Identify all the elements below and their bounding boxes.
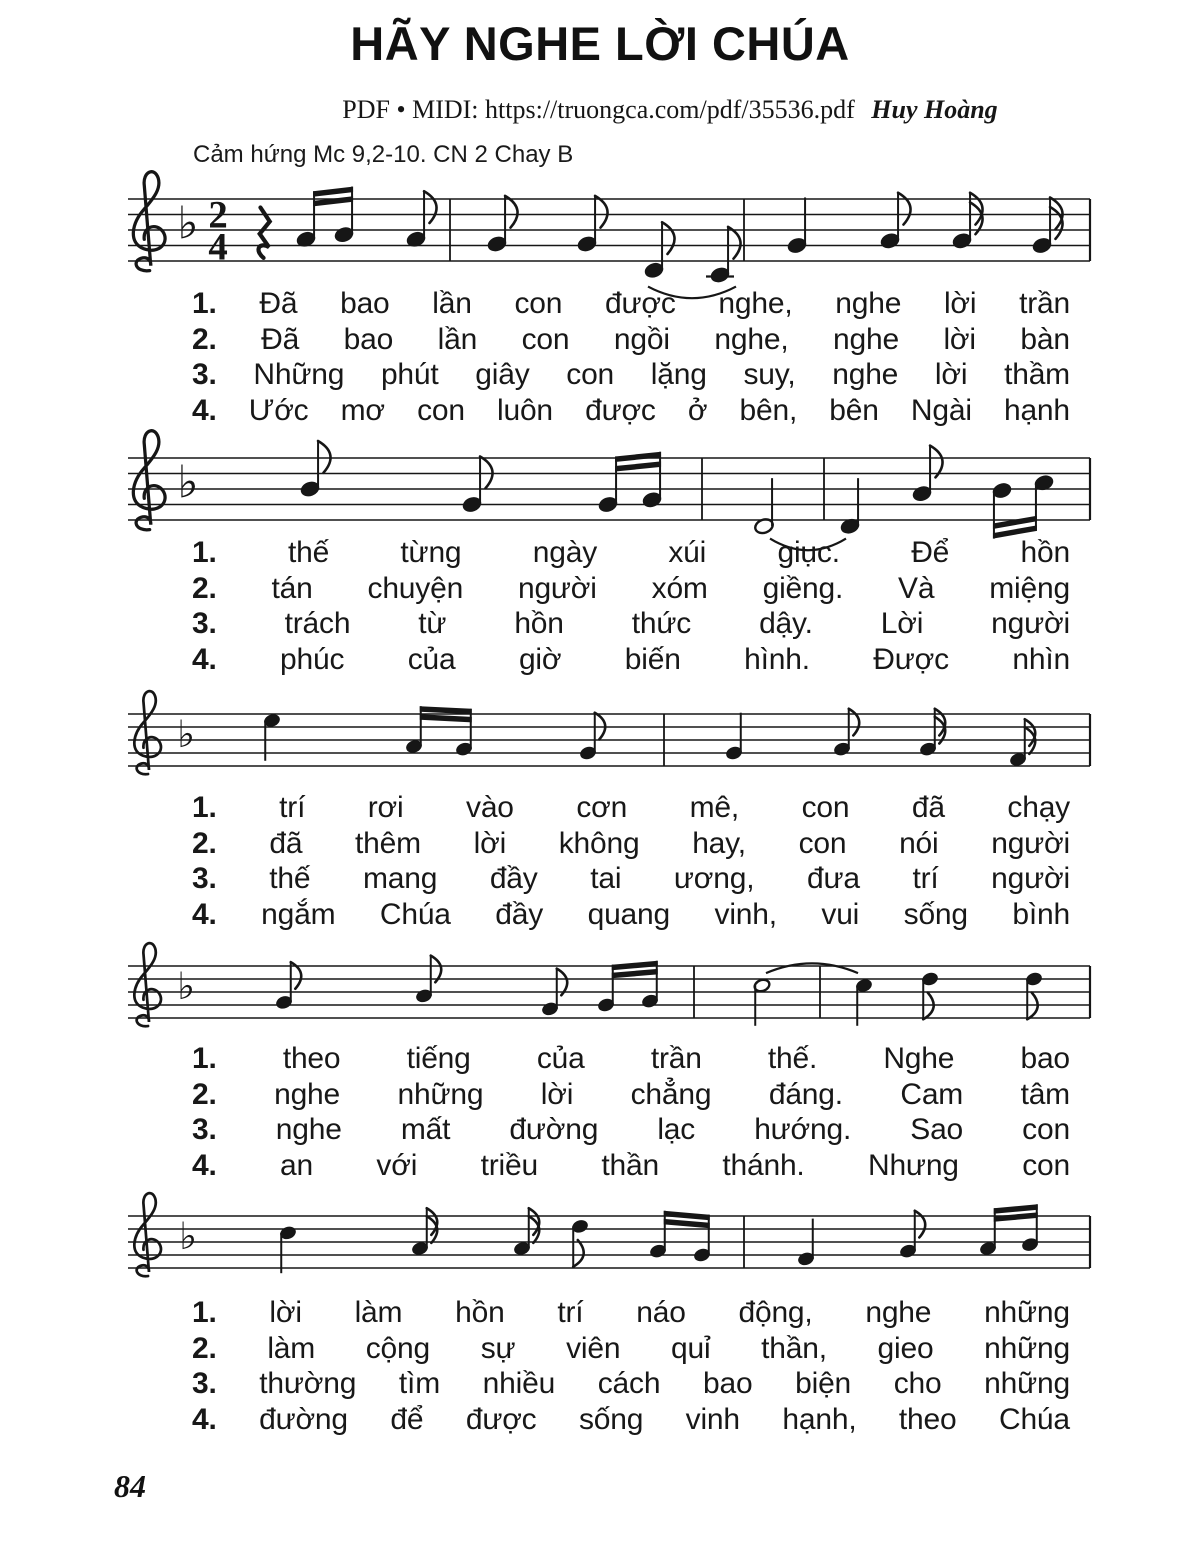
lyric-line [192,1403,1070,1439]
lyric-word: tiếng [406,1042,471,1075]
lyric-word: hướng. [754,1113,852,1146]
lyric-word: gieo [877,1331,934,1365]
lyric-line [192,827,1070,863]
lyric-line [192,536,1070,572]
author-name: Huy Hoàng [871,95,998,124]
lyric-word: thần, [761,1331,827,1365]
lyric-word: được [465,1402,537,1436]
lyric-word: giây [475,358,530,391]
lyric-word: ương, [673,862,755,895]
lyric-word: ở [687,393,708,427]
lyrics-block-1 [192,287,1070,429]
flat-icon: ♭ [177,455,199,509]
lyrics-block-5 [192,1296,1070,1438]
lyric-word: con [1022,1148,1070,1182]
lyric-word: nghe [275,1113,342,1146]
lyric-word: bàn [1020,322,1070,356]
lyric-word: quỉ [671,1331,711,1365]
lyric-word: những [984,1331,1070,1365]
lyric-word: sự [480,1331,516,1365]
lyric-word: miệng [989,571,1070,605]
lyric-word: bao [340,287,390,320]
verse-number: 4. [192,897,217,931]
lyric-word: phúc [280,642,345,676]
lyric-word: triều [480,1148,538,1182]
lyric-word: nghe [865,1296,932,1329]
lyric-word: được [605,287,676,320]
lyric-word: từng [400,536,462,569]
lyric-word: trần [650,1042,702,1075]
lyric-word: đáng. [768,1077,843,1111]
lyric-line [192,323,1070,359]
lyric-word: mê, [689,791,740,824]
verse-number: 1. [192,536,217,569]
lyric-word: luôn [497,393,553,427]
lyric-word: lời [943,322,976,356]
verse-number: 4. [192,1148,217,1182]
lyric-word: những [397,1077,484,1111]
verse-number: 2. [192,826,217,860]
lyric-word: rơi [367,791,404,824]
link-prefix: PDF • MIDI: [342,95,479,124]
lyric-word: sống [903,897,968,931]
verse-number: 1. [192,791,217,824]
lyric-word: lần [432,287,472,320]
lyric-word: bao [702,1367,753,1400]
lyric-word: lời [540,1077,574,1111]
lyric-word: thức [631,607,692,640]
staff-3 [128,691,1090,774]
lyric-word: giềng. [762,571,844,605]
lyric-word: Sao [910,1113,964,1146]
lyric-word: đã [911,791,945,824]
lyric-word: của [536,1042,585,1075]
lyric-word: biện [795,1367,852,1400]
lyric-word: đã [269,826,303,860]
lyric-word: nghe [832,322,899,356]
lyric-line [192,643,1070,679]
lyric-word: Đã [261,322,300,356]
lyrics-block-2 [192,536,1070,678]
verse-number: 4. [192,1402,217,1436]
lyric-word: những [984,1296,1070,1329]
lyric-line [192,394,1070,430]
lyric-line [192,1042,1070,1078]
lyric-word: Cam [900,1077,964,1111]
verse-number: 3. [192,1113,217,1146]
lyrics-block-3 [192,791,1070,933]
lyric-word: người [991,826,1070,860]
staff-1 [128,172,1090,299]
lyric-line [192,1367,1070,1403]
lyric-word: của [407,642,456,676]
verse-number: 2. [192,1331,217,1365]
lyric-word: dậy. [759,607,813,640]
lyric-line [192,572,1070,608]
lyric-word: viên [566,1331,621,1365]
lyric-word: đường [509,1113,599,1146]
lyric-word: giục. [777,536,840,569]
lyric-word: con [798,826,847,860]
lyric-word: hồn [1020,536,1070,569]
lyric-word: con [566,358,615,391]
lyric-word: sống [578,1402,644,1436]
lyric-word: hình. [744,642,810,676]
lyric-word: hồn [514,607,564,640]
lyric-word: trần [1019,287,1070,320]
lyric-word: đưa [806,862,860,895]
verse-number: 4. [192,642,217,676]
lyric-word: nghe [274,1077,341,1111]
staff-4 [128,943,1090,1026]
flat-icon: ♭ [177,196,199,250]
lyric-word: tán [271,571,313,605]
lyric-word: an [280,1148,314,1182]
lyric-line [192,1149,1070,1185]
lyrics-block-4 [192,1042,1070,1184]
treble-clef-icon [134,943,161,1026]
lyric-word: hay, [692,826,746,860]
lyric-word: theo [898,1402,957,1436]
verse-number: 2. [192,1077,217,1111]
lyric-word: cộng [365,1331,431,1365]
lyric-line [192,1296,1070,1332]
lyric-word: Nhưng [867,1148,959,1182]
lyric-word: Đã [259,287,298,320]
lyric-word: Ước [248,393,309,427]
lyric-word: từ [418,607,447,640]
lyric-word: thánh. [722,1148,805,1182]
flat-icon: ♭ [177,712,195,757]
lyric-word: náo [636,1296,686,1329]
lyric-word: đường [259,1402,348,1436]
lyric-word: bình [1012,897,1070,931]
treble-clef-icon [134,1193,161,1276]
lyric-word: mang [362,862,438,895]
lyric-word: nghe, [718,287,793,320]
lyric-word: đầy [495,897,544,931]
lyric-word: để [390,1402,424,1436]
lyric-word: ngồi [613,322,670,356]
lyric-line [192,287,1070,323]
lyric-word: hạnh [1003,393,1070,427]
lyric-line [192,1078,1070,1114]
lyric-word: thường [259,1367,357,1400]
verse-number: 3. [192,1367,217,1400]
lyric-word: lạc [657,1113,696,1146]
lyric-word: lời [943,287,977,320]
lyric-word: con [514,287,563,320]
lyric-word: chuyện [367,571,464,605]
lyric-word: hạnh, [782,1402,857,1436]
lyric-word: Những [253,358,345,391]
lyric-line [192,1113,1070,1149]
pdf-link[interactable]: https://truongca.com/pdf/35536.pdf [485,95,855,124]
lyric-word: Nghe [883,1042,955,1075]
lyric-line [192,791,1070,827]
lyric-word: đầy [489,862,538,895]
lyric-word: cách [597,1367,661,1400]
lyric-word: lời [934,358,968,391]
staff-2 [128,431,1090,551]
lyric-word: những [984,1367,1070,1400]
lyric-word: người [517,571,597,605]
verse-number: 1. [192,1296,217,1329]
lyric-word: Lời [880,607,924,640]
page-number: 84 [114,1468,146,1504]
lyric-word: thần [601,1148,659,1182]
inspiration-note: Cảm hứng Mc 9,2-10. CN 2 Chay B [193,141,574,168]
lyric-word: nghe, [714,322,789,356]
lyric-word: không [558,826,640,860]
song-title: HÃY NGHE LỜI CHÚA [350,17,850,70]
lyric-word: lần [437,322,478,356]
lyric-word: xóm [651,571,708,605]
lyric-word: thầm [1004,358,1070,391]
lyric-word: hồn [455,1296,505,1329]
lyric-word: tìm [398,1367,440,1400]
verse-number: 4. [192,393,217,427]
treble-clef-icon [133,172,165,271]
lyric-line [192,358,1070,394]
lyric-word: Chúa [998,1402,1070,1436]
lyric-word: giờ [518,642,562,676]
verse-number: 1. [192,1042,217,1075]
lyric-word: mơ [340,393,385,427]
flat-icon: ♭ [177,964,195,1009]
lyric-word: trí [912,862,939,895]
verse-number: 3. [192,607,217,640]
lyric-word: biến [624,642,681,676]
treble-clef-icon [133,431,165,530]
lyric-word: thế. [767,1042,818,1075]
lyric-word: vui [821,897,860,931]
lyric-word: lặng [650,358,707,391]
lyric-word: quang [587,897,671,931]
lyric-word: con [801,791,850,824]
staff-5 [128,1193,1090,1276]
lyric-word: thế [269,862,311,895]
lyric-word: Và [898,571,935,605]
lyric-word: Chúa [379,897,451,931]
verse-number: 1. [192,287,217,320]
lyric-word: vào [466,791,514,824]
lyric-word: người [991,862,1070,895]
lyric-word: bao [343,322,394,356]
treble-clef-icon [134,691,161,774]
lyric-word: lời [269,1296,302,1329]
lyric-word: động, [738,1296,813,1329]
lyric-word: ngắm [261,897,336,931]
verse-number: 3. [192,358,217,391]
lyric-word: trách [284,607,351,640]
lyric-word: tâm [1020,1077,1070,1111]
lyric-word: bao [1020,1042,1070,1075]
flat-icon: ♭ [179,1214,197,1259]
lyric-word: người [991,607,1070,640]
time-signature: 4 [208,225,228,269]
time-signature: 2 [208,193,228,237]
lyric-word: vinh, [714,897,777,931]
lyric-word: cho [893,1367,942,1400]
lyric-word: nghe [835,287,902,320]
lyric-word: phút [380,358,439,391]
lyric-word: bên [829,393,879,427]
lyric-word: cơn [576,791,628,824]
lyric-line [192,862,1070,898]
lyric-word: xúi [668,536,707,569]
lyric-word: mất [400,1113,451,1146]
lyric-word: Được [873,642,949,676]
lyric-word: Ngài [910,393,972,427]
lyric-word: chạy [1007,791,1070,824]
lyric-word: thêm [355,826,421,860]
lyric-word: làm [267,1331,316,1365]
lyric-word: nói [899,826,939,860]
lyric-line [192,607,1070,643]
lyric-word: tai [590,862,622,895]
lyric-word: thế [287,536,330,569]
lyric-word: bên, [739,393,798,427]
verse-number: 2. [192,571,217,605]
lyric-word: chẳng [630,1077,712,1111]
lyric-word: được [585,393,656,427]
verse-number: 2. [192,322,217,356]
verse-number: 3. [192,862,217,895]
lyric-word: với [376,1148,418,1182]
lyric-word: con [521,322,570,356]
lyric-word: Để [911,536,950,569]
lyric-line [192,898,1070,934]
lyric-word: theo [282,1042,341,1075]
slur [766,963,858,973]
lyric-word: làm [354,1296,403,1329]
lyric-word: nhiều [482,1367,556,1400]
lyric-word: con [1022,1113,1070,1146]
lyric-word: con [417,393,465,427]
lyric-word: suy, [743,358,796,391]
lyric-word: vinh [685,1402,740,1436]
lyric-word: trí [279,791,306,824]
lyric-word: nhìn [1012,642,1070,676]
lyric-word: trí [557,1296,584,1329]
lyric-line [192,1332,1070,1368]
lyric-word: ngày [532,536,598,569]
lyric-word: lời [473,826,507,860]
lyric-word: nghe [832,358,899,391]
